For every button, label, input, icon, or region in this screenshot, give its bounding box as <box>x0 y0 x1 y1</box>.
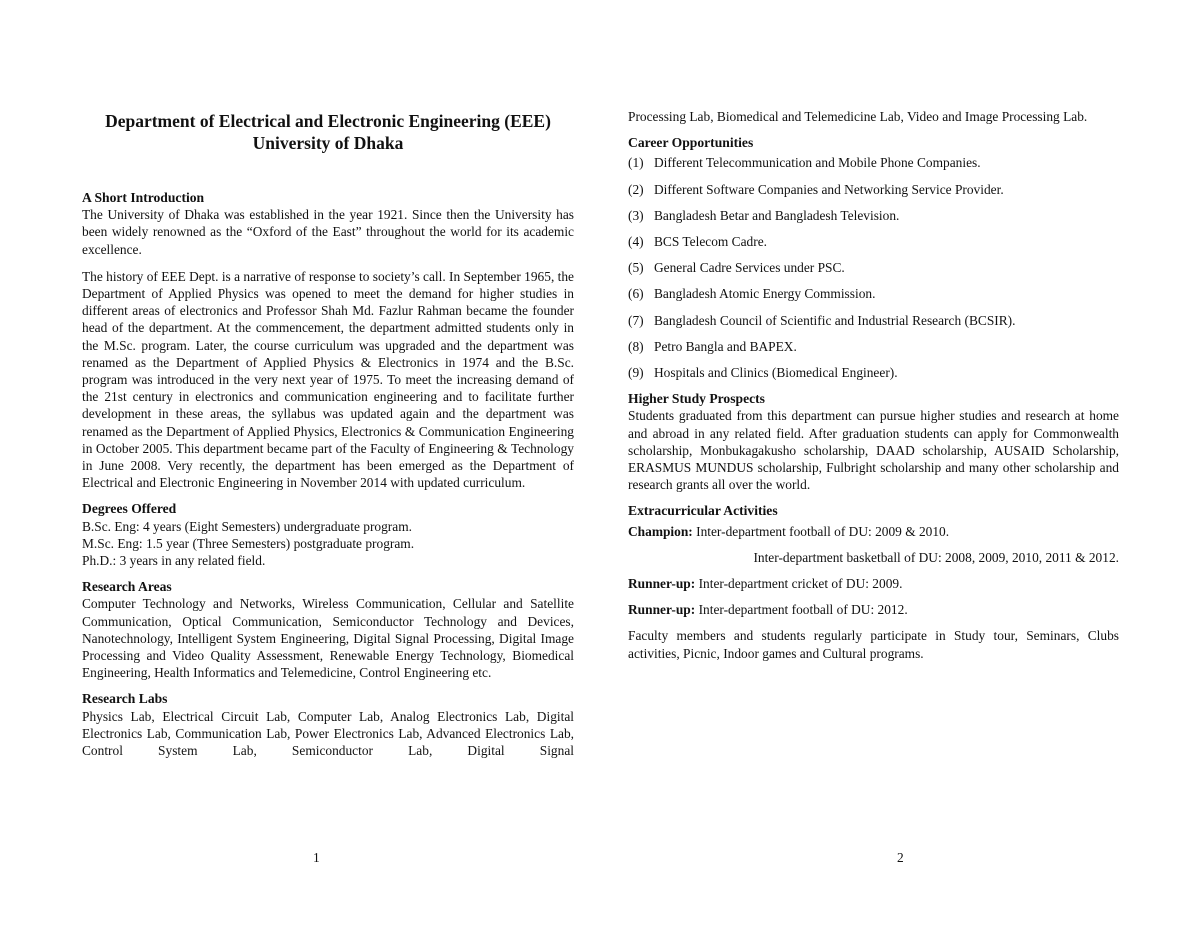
document-title <box>82 110 574 154</box>
runner-up-cricket: Runner-up: Inter-department cricket of DU: 2009. <box>628 576 903 592</box>
research-areas-heading: Research Areas <box>82 579 172 595</box>
runner-up-football: Runner-up: Inter-department football of DU: 2012. <box>628 602 908 618</box>
extracurricular-heading: Extracurricular Activities <box>628 503 778 519</box>
title-line-1: Department of Electrical and Electronic Engineering (EEE) <box>105 111 551 131</box>
career-list <box>628 154 1119 381</box>
right-page <box>628 108 1119 662</box>
list-item: (6) Bangladesh Atomic Energy Commission. <box>628 286 876 302</box>
list-item: (7) Bangladesh Council of Scientific and Industrial Research (BCSIR). <box>628 312 1016 328</box>
higher-study-heading: Higher Study Prospects <box>628 391 765 407</box>
research-labs-text: Physics Lab, Electrical Circuit Lab, Computer Lab, Analog Electronics Lab, Digital Electronics Lab, Communication Lab, Power Electronics Lab, Advanced Electronics Lab, Control System Lab, Semiconductor Lab, Digital Signal <box>82 708 574 759</box>
list-item: (5) General Cadre Services under PSC. <box>628 260 845 276</box>
extracurricular-closing: Faculty members and students regularly participate in Study tour, Seminars, Clubs activities, Picnic, Indoor games and Cultural programs. <box>628 628 1119 661</box>
degree-item: B.Sc. Eng: 4 years (Eight Semesters) undergraduate program. <box>82 518 412 534</box>
research-areas-section <box>82 578 574 681</box>
career-heading: Career Opportunities <box>628 135 754 151</box>
labs-continued-text: Processing Lab, Biomedical and Telemedicine Lab, Video and Image Processing Lab. <box>628 109 1088 124</box>
champion-basketball: Inter-department basketball of DU: 2008, 2009, 2010, 2011 & 2012. <box>753 549 1119 565</box>
career-section <box>628 134 1119 381</box>
list-item: (9) Hospitals and Clinics (Biomedical Engineer). <box>628 365 898 381</box>
intro-paragraph-1: The University of Dhaka was established in the year 1921. Since then the University has been widely renowned as the “Oxford of the East” throughout the world for its academic excellence. <box>82 207 574 257</box>
page-number-left: 1 <box>313 850 320 865</box>
list-item: (8) Petro Bangla and BAPEX. <box>628 338 797 354</box>
degree-item: M.Sc. Eng: 1.5 year (Three Semesters) postgraduate program. <box>82 535 415 551</box>
intro-section <box>82 189 574 491</box>
list-item: (4) BCS Telecom Cadre. <box>628 234 767 250</box>
left-page <box>82 108 574 759</box>
higher-study-section <box>628 390 1119 493</box>
list-item: (1) Different Telecommunication and Mobile Phone Companies. <box>628 155 981 171</box>
research-labs-heading: Research Labs <box>82 691 168 707</box>
page-number-right: 2 <box>897 850 904 865</box>
intro-paragraph-2: The history of EEE Dept. is a narrative of response to society’s call. In September 1965, the Department of Applied Physics was opened to meet the demand for higher studies in different areas of electronics and Professor Shah Md. Fazlur Rahman became the founder head of the department. At the commencement, the department admitted students only in the M.Sc. program. Later, the course curriculum was upgraded and the department was renamed as the Department of Applied Physics & Electronics in 1974 and the B.Sc. program was introduced in the very next year of 1975. To meet the increasing demand of the 21st century in electronics and communication engineering and to facilitate further development in these areas, the syllabus was updated again and the department was renamed as the Department of Applied Physics, Electronics & Communication Engineering in October 2005. This department became part of the Faculty of Engineering & Technology in June 2008. Very recently, the department has been emerged as the Department of Electrical and Electronic Engineering in November 2014 with updated curriculum. <box>82 268 574 491</box>
research-labs-section <box>82 690 574 759</box>
list-item: (2) Different Software Companies and Networking Service Provider. <box>628 181 1004 197</box>
degrees-heading: Degrees Offered <box>82 501 177 517</box>
higher-study-text: Students graduated from this department can pursue higher studies and research at home and abroad in any related field. After graduation students can apply for Commonwealth scholarship, Monbukagakusho scholarship, DAAD scholarship, AUSAID Scholarship, ERASMUS MUNDUS scholarship, Fulbright scholarship and many other scholarship and research grants all over the world. <box>628 408 1119 493</box>
research-areas-text: Computer Technology and Networks, Wireless Communication, Cellular and Satellite Communication, Optical Communication, Semiconductor Technology and Devices, Nanotechnology, Intelligent System Engineering, Digital Signal Processing, Digital Image Processing and Video Quality Assessment, Renewable Energy Technology, Biomedical Engineering, Health Informatics and Telemedicine, Control Engineering etc. <box>82 596 574 681</box>
extracurricular-section <box>628 502 1119 661</box>
title-line-2: University of Dhaka <box>252 133 404 153</box>
champion-football: Champion: Inter-department football of DU: 2009 & 2010. <box>628 523 950 539</box>
degrees-section <box>82 500 574 569</box>
degree-item: Ph.D.: 3 years in any related field. <box>82 553 266 569</box>
intro-heading: A Short Introduction <box>82 190 205 205</box>
list-item: (3) Bangladesh Betar and Bangladesh Television. <box>628 207 900 223</box>
